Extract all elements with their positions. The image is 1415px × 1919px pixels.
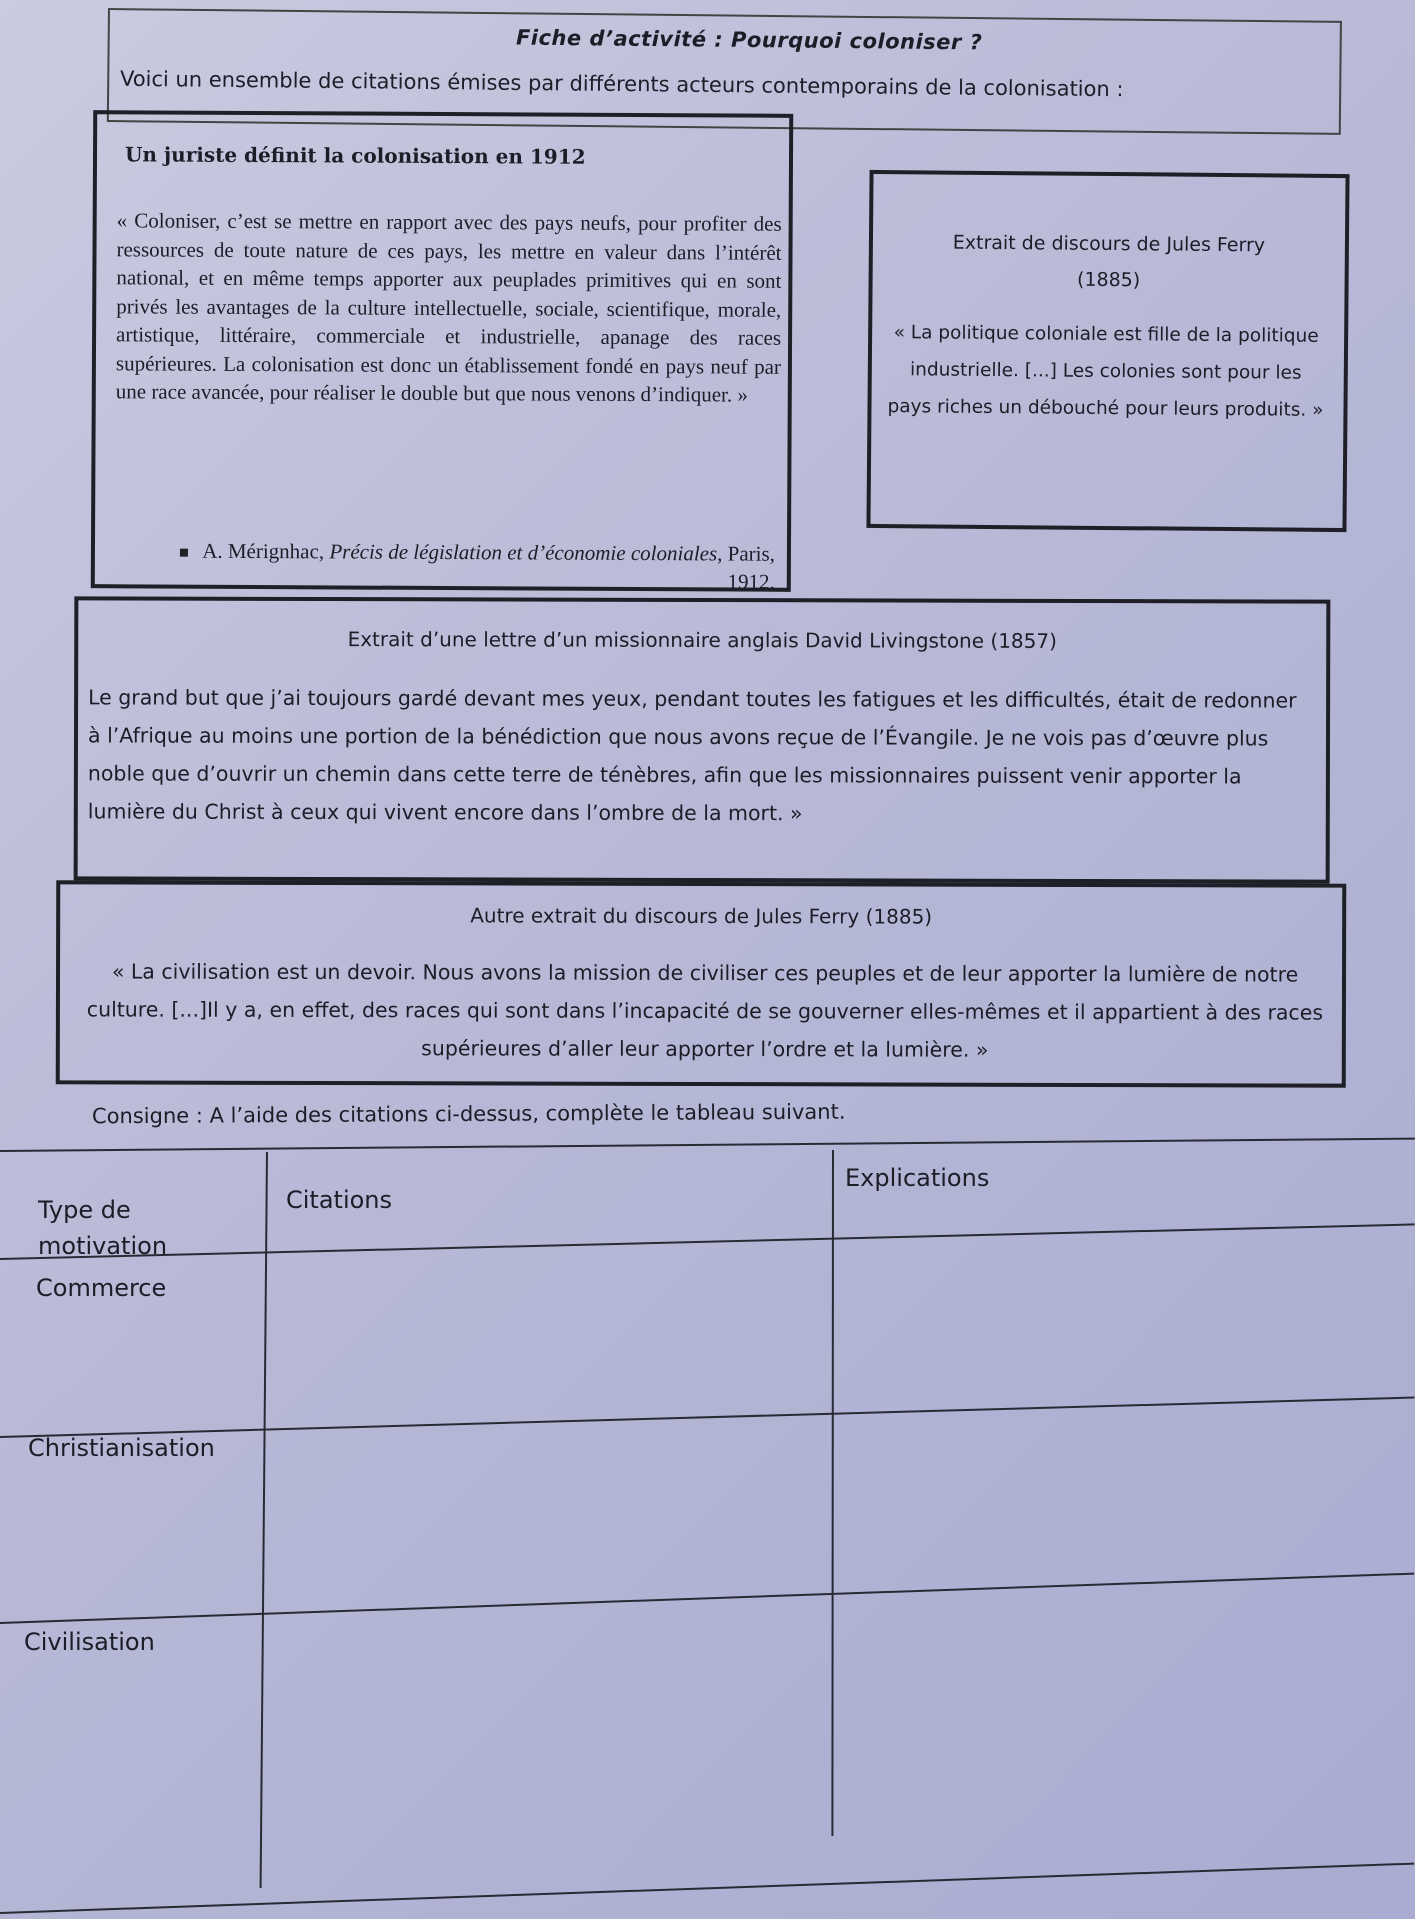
row-label-christianisation: Christianisation <box>28 1434 215 1462</box>
intro-text: Voici un ensemble de citations émises par différents acteurs contemporains de la colonisation : <box>119 66 1124 102</box>
row-label-commerce: Commerce <box>36 1274 167 1302</box>
ferry1-heading-block <box>872 224 1345 300</box>
source-place: , Paris, 1912. <box>717 541 776 594</box>
bullet-icon <box>180 549 188 557</box>
header-type <box>38 1192 238 1264</box>
instruction-text: Consigne : A l’aide des citations ci-dessus, complète le tableau suivant. <box>91 1099 846 1129</box>
livingstone-quote: Le grand but que j’ai toujours gardé devant mes yeux, pendant toutes les fatigues et les difficultés, était de redonner à l’Afrique au moins une portion de la bénédiction que nous avons reçue de l’Évangile. Je ne vois pas d’œuvre plus noble que d’ouvrir un chemin dans cette terre de ténèbres, afin que les missionnaires puissent venir apporter la lumière du Christ à ceux qui vivent encore dans l’ombre de la mort. » <box>87 685 1297 826</box>
answer-cell-citations-civilisation[interactable] <box>272 1625 827 1875</box>
quote-box-jurist <box>91 110 793 592</box>
page-title: Fiche d’activité : Pourquoi coloniser ? <box>515 25 983 55</box>
answer-cell-citations-christianisation[interactable] <box>272 1440 827 1605</box>
quote-box-ferry-1 <box>866 170 1349 532</box>
answer-cell-citations-commerce[interactable] <box>272 1262 827 1422</box>
header-explications: Explications <box>845 1164 990 1192</box>
ferry2-quote: « La civilisation est un devoir. Nous avons la mission de civiliser ces peuples et de leur apporter la lumière de notre culture. [...]Il y a, en effet, des races qui sont dans l’incapacité de se gouverner elles-mêmes et il appartient à des races supérieures d’aller leur apporter l’ordre et la lumière. » <box>86 959 1324 1062</box>
table-col-divider-2 <box>831 1150 834 1836</box>
jurist-quote: « Coloniser, c’est se mettre en rapport avec des pays neufs, pour profiter des ressources de toute nature de ces pays, les mettre en valeur dans l’intérêt national, et en même temps apporter aux peuplades primitives qui en sont privés les avantages de la culture intellectuelle, sociale, scientifique, morale, artistique, littéraire, commerciale et industrielle, apanage des races supérieures. La colonisation est donc un établissement fondé en pays neuf par une race avancée, pour réaliser le double but que nous venons d’indiquer. » <box>115 208 782 407</box>
header-type-label: Type de motivation <box>38 1196 168 1260</box>
ferry1-year: (1885) <box>1076 268 1141 292</box>
table-border-top <box>0 1138 1415 1152</box>
jurist-source <box>175 537 775 596</box>
row-label-civilisation: Civilisation <box>24 1628 155 1656</box>
quote-box-livingstone <box>74 596 1331 883</box>
ferry1-quote: « La politique coloniale est fille de la politique industrielle. [...] Les colonies sont pour les pays riches un débouché pour leurs produits. » <box>887 322 1324 421</box>
table-col-divider-1 <box>260 1152 268 1888</box>
ferry2-heading: Autre extrait du discours de Jules Ferry (1885) <box>470 903 933 929</box>
source-title: Précis de législation et d’économie coloniales <box>329 539 718 566</box>
answer-cell-explications-christianisation[interactable] <box>838 1420 1408 1590</box>
ferry1-heading: Extrait de discours de Jules Ferry <box>952 231 1266 257</box>
livingstone-heading: Extrait d’une lettre d’un missionnaire anglais David Livingstone (1857) <box>347 627 1057 653</box>
answer-cell-explications-commerce[interactable] <box>838 1250 1408 1410</box>
answer-cell-explications-civilisation[interactable] <box>838 1600 1408 1820</box>
quote-box-ferry-2 <box>56 880 1347 1087</box>
jurist-heading: Un juriste définit la colonisation en 1912 <box>124 142 586 169</box>
source-author: A. Mérignhac, <box>202 538 330 564</box>
header-citations: Citations <box>286 1186 393 1214</box>
